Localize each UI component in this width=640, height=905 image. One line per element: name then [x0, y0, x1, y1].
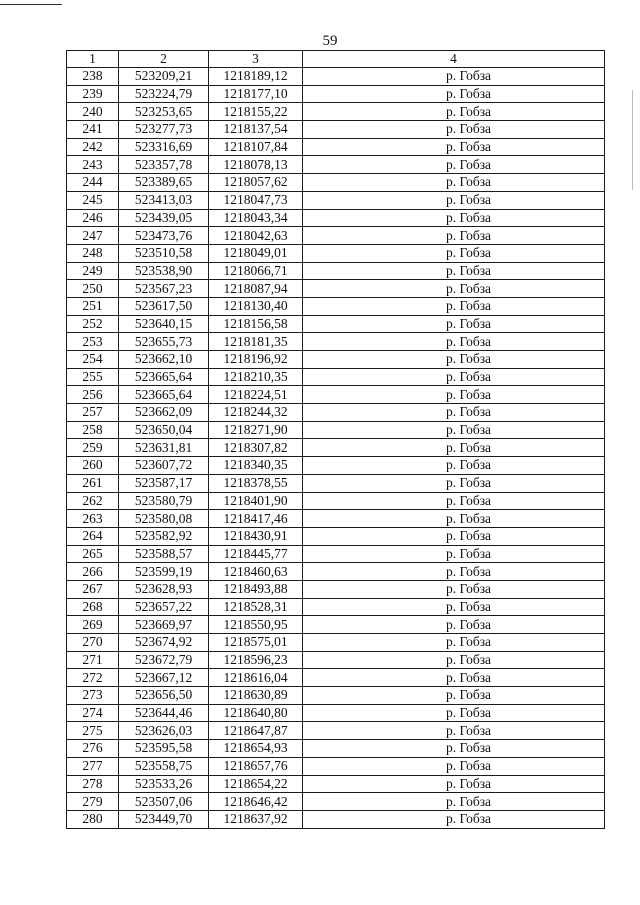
object-name-cell: р. Гобза: [303, 474, 605, 492]
y-coordinate-cell: 1218340,35: [209, 457, 303, 475]
table-row: [67, 351, 605, 369]
x-coordinate-cell: 523640,15: [119, 315, 209, 333]
x-coordinate-cell: 523533,26: [119, 775, 209, 793]
point-number-cell: 256: [67, 386, 119, 404]
y-coordinate-cell: 1218654,22: [209, 775, 303, 793]
y-coordinate-cell: 1218181,35: [209, 333, 303, 351]
table-row: [67, 687, 605, 705]
point-number-cell: 240: [67, 103, 119, 121]
object-name-cell: р. Гобза: [303, 634, 605, 652]
x-coordinate-cell: 523665,64: [119, 368, 209, 386]
coordinates-table: [66, 50, 605, 829]
column-header-3: 3: [209, 51, 303, 68]
y-coordinate-cell: 1218637,92: [209, 810, 303, 828]
x-coordinate-cell: 523662,10: [119, 351, 209, 369]
y-coordinate-cell: 1218271,90: [209, 421, 303, 439]
object-name-cell: р. Гобза: [303, 244, 605, 262]
object-name-cell: р. Гобза: [303, 457, 605, 475]
object-name-cell: р. Гобза: [303, 156, 605, 174]
object-name-cell: р. Гобза: [303, 68, 605, 86]
x-coordinate-cell: 523672,79: [119, 651, 209, 669]
x-coordinate-cell: 523588,57: [119, 545, 209, 563]
y-coordinate-cell: 1218042,63: [209, 227, 303, 245]
table-row: [67, 527, 605, 545]
object-name-cell: р. Гобза: [303, 351, 605, 369]
point-number-cell: 238: [67, 68, 119, 86]
table-row: [67, 156, 605, 174]
table-row: [67, 297, 605, 315]
table-row: [67, 510, 605, 528]
y-coordinate-cell: 1218189,12: [209, 68, 303, 86]
table-row: [67, 740, 605, 758]
object-name-cell: р. Гобза: [303, 138, 605, 156]
y-coordinate-cell: 1218244,32: [209, 404, 303, 422]
x-coordinate-cell: 523607,72: [119, 457, 209, 475]
object-name-cell: р. Гобза: [303, 315, 605, 333]
x-coordinate-cell: 523473,76: [119, 227, 209, 245]
y-coordinate-cell: 1218078,13: [209, 156, 303, 174]
object-name-cell: р. Гобза: [303, 386, 605, 404]
table-row: [67, 722, 605, 740]
object-name-cell: р. Гобза: [303, 492, 605, 510]
x-coordinate-cell: 523644,46: [119, 704, 209, 722]
object-name-cell: р. Гобза: [303, 757, 605, 775]
table-row: [67, 545, 605, 563]
object-name-cell: р. Гобза: [303, 421, 605, 439]
y-coordinate-cell: 1218049,01: [209, 244, 303, 262]
table-row: [67, 209, 605, 227]
y-coordinate-cell: 1218575,01: [209, 634, 303, 652]
y-coordinate-cell: 1218156,58: [209, 315, 303, 333]
object-name-cell: р. Гобза: [303, 545, 605, 563]
column-header-1: 1: [67, 51, 119, 68]
x-coordinate-cell: 523628,93: [119, 580, 209, 598]
y-coordinate-cell: 1218047,73: [209, 191, 303, 209]
table-row: [67, 191, 605, 209]
x-coordinate-cell: 523357,78: [119, 156, 209, 174]
x-coordinate-cell: 523595,58: [119, 740, 209, 758]
y-coordinate-cell: 1218378,55: [209, 474, 303, 492]
object-name-cell: р. Гобза: [303, 85, 605, 103]
table-row: [67, 634, 605, 652]
table-row: [67, 368, 605, 386]
table-row: [67, 121, 605, 139]
point-number-cell: 250: [67, 280, 119, 298]
x-coordinate-cell: 523656,50: [119, 687, 209, 705]
x-coordinate-cell: 523413,03: [119, 191, 209, 209]
object-name-cell: р. Гобза: [303, 651, 605, 669]
point-number-cell: 244: [67, 174, 119, 192]
object-name-cell: р. Гобза: [303, 740, 605, 758]
point-number-cell: 257: [67, 404, 119, 422]
point-number-cell: 261: [67, 474, 119, 492]
y-coordinate-cell: 1218460,63: [209, 563, 303, 581]
point-number-cell: 265: [67, 545, 119, 563]
table-row: [67, 404, 605, 422]
point-number-cell: 277: [67, 757, 119, 775]
y-coordinate-cell: 1218430,91: [209, 527, 303, 545]
table-row: [67, 492, 605, 510]
table-row: [67, 793, 605, 811]
point-number-cell: 270: [67, 634, 119, 652]
page-number: 59: [322, 33, 338, 49]
y-coordinate-cell: 1218137,54: [209, 121, 303, 139]
x-coordinate-cell: 523657,22: [119, 598, 209, 616]
object-name-cell: р. Гобза: [303, 669, 605, 687]
object-name-cell: р. Гобза: [303, 580, 605, 598]
point-number-cell: 242: [67, 138, 119, 156]
point-number-cell: 262: [67, 492, 119, 510]
x-coordinate-cell: 523580,79: [119, 492, 209, 510]
point-number-cell: 253: [67, 333, 119, 351]
x-coordinate-cell: 523510,58: [119, 244, 209, 262]
table-header: [67, 51, 605, 68]
point-number-cell: 258: [67, 421, 119, 439]
point-number-cell: 263: [67, 510, 119, 528]
point-number-cell: 255: [67, 368, 119, 386]
object-name-cell: р. Гобза: [303, 439, 605, 457]
y-coordinate-cell: 1218646,42: [209, 793, 303, 811]
table-row: [67, 651, 605, 669]
x-coordinate-cell: 523674,92: [119, 634, 209, 652]
point-number-cell: 275: [67, 722, 119, 740]
x-coordinate-cell: 523599,19: [119, 563, 209, 581]
object-name-cell: р. Гобза: [303, 121, 605, 139]
x-coordinate-cell: 523449,70: [119, 810, 209, 828]
table-row: [67, 810, 605, 828]
object-name-cell: р. Гобза: [303, 722, 605, 740]
table-row: [67, 386, 605, 404]
table-row: [67, 598, 605, 616]
x-coordinate-cell: 523439,05: [119, 209, 209, 227]
y-coordinate-cell: 1218210,35: [209, 368, 303, 386]
y-coordinate-cell: 1218224,51: [209, 386, 303, 404]
x-coordinate-cell: 523507,06: [119, 793, 209, 811]
object-name-cell: р. Гобза: [303, 103, 605, 121]
object-name-cell: р. Гобза: [303, 209, 605, 227]
y-coordinate-cell: 1218130,40: [209, 297, 303, 315]
table-body: [67, 68, 605, 829]
x-coordinate-cell: 523650,04: [119, 421, 209, 439]
x-coordinate-cell: 523558,75: [119, 757, 209, 775]
y-coordinate-cell: 1218057,62: [209, 174, 303, 192]
x-coordinate-cell: 523587,17: [119, 474, 209, 492]
object-name-cell: р. Гобза: [303, 775, 605, 793]
point-number-cell: 248: [67, 244, 119, 262]
right-edge-line: [632, 90, 633, 190]
point-number-cell: 252: [67, 315, 119, 333]
point-number-cell: 246: [67, 209, 119, 227]
point-number-cell: 251: [67, 297, 119, 315]
y-coordinate-cell: 1218647,87: [209, 722, 303, 740]
y-coordinate-cell: 1218155,22: [209, 103, 303, 121]
point-number-cell: 266: [67, 563, 119, 581]
object-name-cell: р. Гобза: [303, 227, 605, 245]
y-coordinate-cell: 1218657,76: [209, 757, 303, 775]
x-coordinate-cell: 523538,90: [119, 262, 209, 280]
table-row: [67, 704, 605, 722]
table-row: [67, 580, 605, 598]
point-number-cell: 254: [67, 351, 119, 369]
table-row: [67, 775, 605, 793]
point-number-cell: 239: [67, 85, 119, 103]
y-coordinate-cell: 1218107,84: [209, 138, 303, 156]
object-name-cell: р. Гобза: [303, 191, 605, 209]
column-header-4: 4: [303, 51, 605, 68]
x-coordinate-cell: 523253,65: [119, 103, 209, 121]
point-number-cell: 271: [67, 651, 119, 669]
table-row: [67, 757, 605, 775]
point-number-cell: 272: [67, 669, 119, 687]
x-coordinate-cell: 523580,08: [119, 510, 209, 528]
table-row: [67, 616, 605, 634]
object-name-cell: р. Гобза: [303, 563, 605, 581]
y-coordinate-cell: 1218307,82: [209, 439, 303, 457]
point-number-cell: 260: [67, 457, 119, 475]
table-row: [67, 421, 605, 439]
object-name-cell: р. Гобза: [303, 527, 605, 545]
point-number-cell: 249: [67, 262, 119, 280]
x-coordinate-cell: 523631,81: [119, 439, 209, 457]
point-number-cell: 279: [67, 793, 119, 811]
object-name-cell: р. Гобза: [303, 510, 605, 528]
table-row: [67, 227, 605, 245]
table-row: [67, 85, 605, 103]
y-coordinate-cell: 1218528,31: [209, 598, 303, 616]
y-coordinate-cell: 1218066,71: [209, 262, 303, 280]
y-coordinate-cell: 1218196,92: [209, 351, 303, 369]
object-name-cell: р. Гобза: [303, 297, 605, 315]
x-coordinate-cell: 523626,03: [119, 722, 209, 740]
y-coordinate-cell: 1218640,80: [209, 704, 303, 722]
table-row: [67, 333, 605, 351]
x-coordinate-cell: 523316,69: [119, 138, 209, 156]
table-row: [67, 174, 605, 192]
table-row: [67, 138, 605, 156]
y-coordinate-cell: 1218596,23: [209, 651, 303, 669]
point-number-cell: 264: [67, 527, 119, 545]
table-row: [67, 244, 605, 262]
point-number-cell: 273: [67, 687, 119, 705]
x-coordinate-cell: 523662,09: [119, 404, 209, 422]
x-coordinate-cell: 523209,21: [119, 68, 209, 86]
point-number-cell: 259: [67, 439, 119, 457]
object-name-cell: р. Гобза: [303, 704, 605, 722]
y-coordinate-cell: 1218616,04: [209, 669, 303, 687]
object-name-cell: р. Гобза: [303, 616, 605, 634]
point-number-cell: 245: [67, 191, 119, 209]
table-row: [67, 315, 605, 333]
top-edge-line: [0, 4, 62, 5]
point-number-cell: 243: [67, 156, 119, 174]
y-coordinate-cell: 1218087,94: [209, 280, 303, 298]
x-coordinate-cell: 523669,97: [119, 616, 209, 634]
x-coordinate-cell: 523617,50: [119, 297, 209, 315]
point-number-cell: 241: [67, 121, 119, 139]
point-number-cell: 269: [67, 616, 119, 634]
point-number-cell: 278: [67, 775, 119, 793]
object-name-cell: р. Гобза: [303, 404, 605, 422]
y-coordinate-cell: 1218177,10: [209, 85, 303, 103]
x-coordinate-cell: 523582,92: [119, 527, 209, 545]
object-name-cell: р. Гобза: [303, 262, 605, 280]
point-number-cell: 247: [67, 227, 119, 245]
y-coordinate-cell: 1218493,88: [209, 580, 303, 598]
table-row: [67, 563, 605, 581]
y-coordinate-cell: 1218417,46: [209, 510, 303, 528]
x-coordinate-cell: 523567,23: [119, 280, 209, 298]
object-name-cell: р. Гобза: [303, 810, 605, 828]
point-number-cell: 274: [67, 704, 119, 722]
point-number-cell: 268: [67, 598, 119, 616]
table-row: [67, 439, 605, 457]
object-name-cell: р. Гобза: [303, 174, 605, 192]
x-coordinate-cell: 523667,12: [119, 669, 209, 687]
object-name-cell: р. Гобза: [303, 280, 605, 298]
object-name-cell: р. Гобза: [303, 368, 605, 386]
y-coordinate-cell: 1218401,90: [209, 492, 303, 510]
object-name-cell: р. Гобза: [303, 598, 605, 616]
x-coordinate-cell: 523224,79: [119, 85, 209, 103]
object-name-cell: р. Гобза: [303, 687, 605, 705]
x-coordinate-cell: 523277,73: [119, 121, 209, 139]
point-number-cell: 276: [67, 740, 119, 758]
object-name-cell: р. Гобза: [303, 793, 605, 811]
y-coordinate-cell: 1218630,89: [209, 687, 303, 705]
column-header-2: 2: [119, 51, 209, 68]
table-row: [67, 103, 605, 121]
x-coordinate-cell: 523389,65: [119, 174, 209, 192]
table-header-row: [67, 51, 605, 68]
point-number-cell: 280: [67, 810, 119, 828]
table-row: [67, 280, 605, 298]
table-row: [67, 474, 605, 492]
y-coordinate-cell: 1218043,34: [209, 209, 303, 227]
object-name-cell: р. Гобза: [303, 333, 605, 351]
table-row: [67, 457, 605, 475]
y-coordinate-cell: 1218654,93: [209, 740, 303, 758]
x-coordinate-cell: 523655,73: [119, 333, 209, 351]
y-coordinate-cell: 1218445,77: [209, 545, 303, 563]
x-coordinate-cell: 523665,64: [119, 386, 209, 404]
y-coordinate-cell: 1218550,95: [209, 616, 303, 634]
table-row: [67, 262, 605, 280]
table-row: [67, 669, 605, 687]
table-row: [67, 68, 605, 86]
point-number-cell: 267: [67, 580, 119, 598]
